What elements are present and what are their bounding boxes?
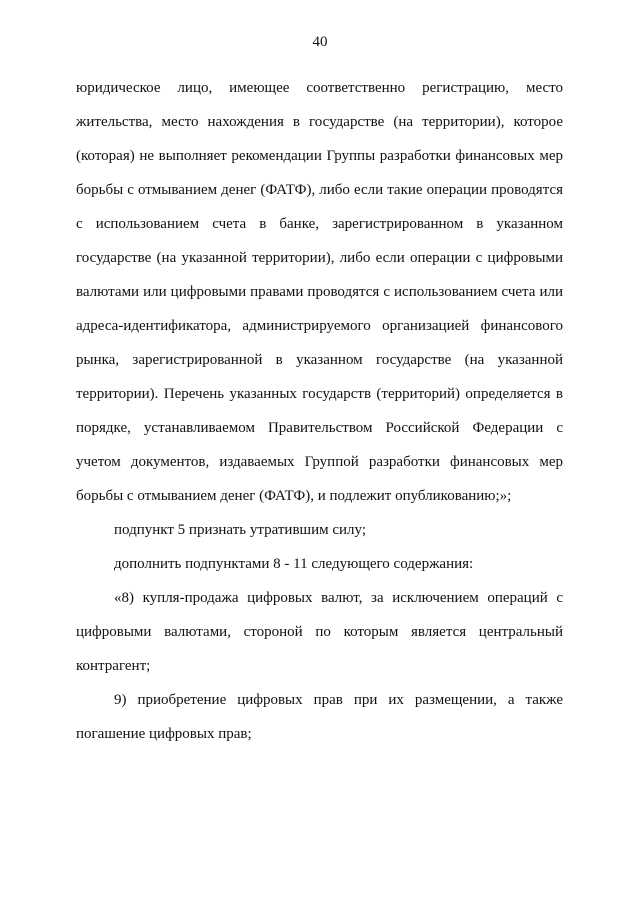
paragraph-add-subparagraphs: дополнить подпунктами 8 - 11 следующего содержания: xyxy=(114,556,474,572)
paragraph-item-9: 9) приобретение цифровых прав при их размещении, а также погашение цифровых прав; xyxy=(76,692,563,742)
page-number: 40 xyxy=(312,34,328,50)
paragraph-item-8: «8) купля-продажа цифровых валют, за исключением операций с цифровыми валютами, стороной по которым является центральный контрагент; xyxy=(76,590,563,674)
paragraph-continuation: юридическое лицо, имеющее соответственно регистрацию, место жительства, место нахождения в государстве (на территории), которое (которая) не выполняет рекомендации Группы разработки финансовых мер борьбы с отмыванием денег (ФАТФ), либо если такие операции проводятся с использованием счета в банке, зарегистрированном в указанном государстве (на указанной территории), либо если операции с цифровыми валютами или цифровыми правами проводятся с использованием счета или адреса-идентификатора, администрируемого организацией финансового рынка, зарегистрированной в указанном государстве (на указанной территории). Перечень указанных государств (территорий) определяется в порядке, устанавливаемом Правительством Российской Федерации с учетом документов, издаваемых Группой разработки финансовых мер борьбы с отмыванием денег (ФАТФ), и подлежит опубликованию;»; xyxy=(76,80,563,504)
document-body xyxy=(76,71,563,751)
paragraph-subparagraph-5: подпункт 5 признать утратившим силу; xyxy=(114,522,366,538)
